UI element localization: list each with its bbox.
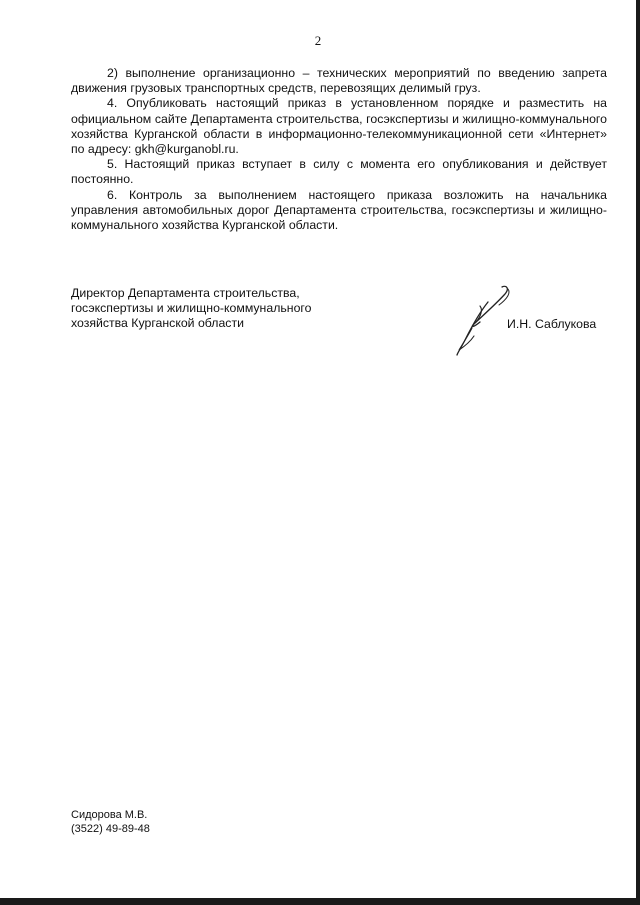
executor-info [71, 809, 150, 836]
paragraph-item-6: 6. Контроль за выполнением настоящего приказа возложить на начальника управления автомобильных дорог Департамента строительства, госэкспертизы и жилищно-коммунального хозяйства Курганской области. [71, 187, 607, 233]
document-body [71, 66, 607, 233]
page-number: 2 [314, 33, 322, 48]
signatory-position [71, 286, 311, 332]
executor-phone: (3522) 49-89-48 [71, 822, 150, 835]
position-line: госэкспертизы и жилищно-коммунального [71, 301, 312, 316]
paragraph-item-4: 4. Опубликовать настоящий приказ в установленном порядке и разместить на официальном сайте Департамента строительства, госэкспертизы и жилищно-коммунального хозяйства Курганской области в информационно-телекоммуникационной сети «Интернет» по адресу: gkh@kurganobl.ru. [71, 96, 607, 157]
position-line: Директор Департамента строительства, [71, 286, 300, 300]
executor-name: Сидорова М.В. [71, 809, 148, 821]
paragraph-item-2: 2) выполнение организационно – технических мероприятий по введению запрета движения грузовых транспортных средств, перевозящих делимый груз. [71, 66, 607, 96]
signer-name: И.Н. Саблукова [507, 317, 597, 331]
position-line: хозяйства Курганской области [71, 316, 244, 331]
paragraph-item-5: 5. Настоящий приказ вступает в силу с момента его опубликования и действует постоянно. [71, 157, 607, 187]
